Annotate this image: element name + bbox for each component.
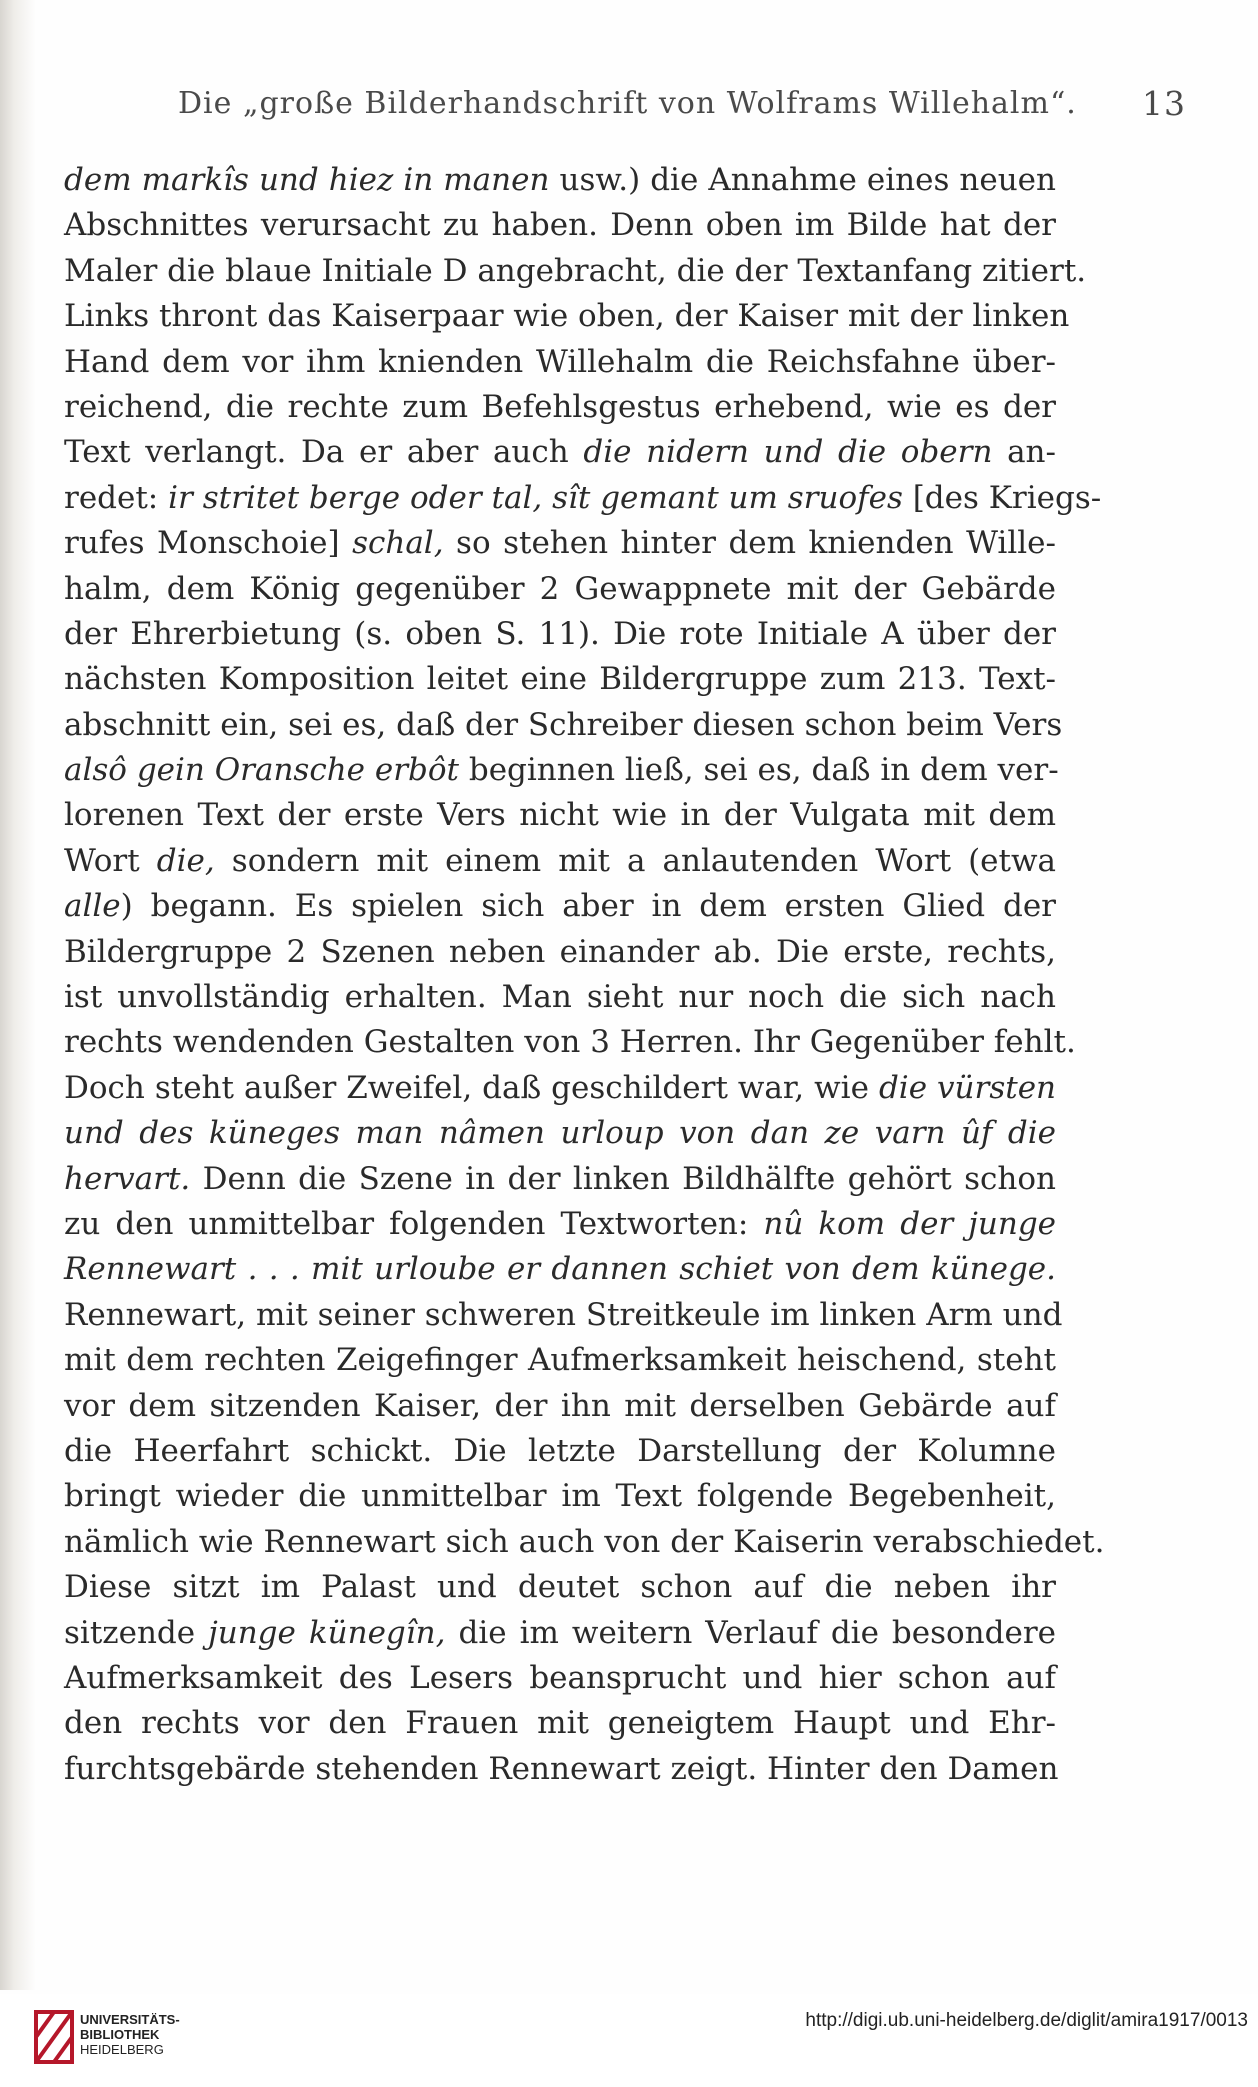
library-name-line-2: BIBLIOTHEK	[80, 2027, 160, 2042]
text-line	[64, 1338, 1056, 1383]
heidelberg-university-library-logo-icon[interactable]	[30, 2008, 78, 2066]
text-segment: der Ehrerbietung (s. oben S. 11). Die rote Initiale A über der	[64, 615, 1056, 652]
text-segment: die im weitern Verlauf die besondere	[445, 1614, 1057, 1651]
text-line	[64, 1429, 1056, 1474]
body-text	[64, 158, 1105, 1792]
text-segment: rufes Monschoie]	[64, 525, 353, 562]
italic-quotation: und des küneges man nâmen urloup von dan ze varn ûf die	[64, 1115, 1056, 1152]
text-segment: ist unvollständig erhalten. Man sieht nur noch die sich nach	[64, 979, 1056, 1016]
text-line	[64, 748, 1059, 793]
text-line	[64, 203, 1056, 248]
text-segment: beginnen ließ, sei es, daß in dem ver-	[459, 752, 1059, 789]
text-line	[64, 1157, 1056, 1202]
text-line	[64, 1747, 1059, 1792]
text-line	[64, 657, 1056, 702]
library-name-line-1: UNIVERSITÄTS-	[80, 2012, 180, 2027]
text-line	[64, 1111, 1056, 1156]
italic-quotation: die nidern und die obern	[583, 434, 993, 471]
text-segment: nächsten Komposition leitet eine Bildergruppe zum 213. Text-	[64, 661, 1056, 698]
text-line	[64, 1474, 1056, 1519]
text-segment: lorenen Text der erste Vers nicht wie in der Vulgata mit dem	[64, 797, 1056, 834]
italic-quotation: die,	[156, 842, 215, 879]
text-segment: ) begann. Es spielen sich aber in dem ersten Glied der	[120, 888, 1056, 925]
text-line	[64, 430, 1056, 475]
text-segment: Wort	[64, 842, 157, 879]
text-segment: Links thront das Kaiserpaar wie oben, der Kaiser mit der linken	[64, 298, 1070, 335]
text-segment: abschnitt ein, sei es, daß der Schreiber diesen schon beim Vers	[64, 706, 1063, 743]
page-gutter-shadow	[0, 0, 36, 1990]
library-name-line-3: HEIDELBERG	[80, 2042, 164, 2057]
text-line	[64, 1520, 1105, 1565]
text-segment: den rechts vor den Frauen mit geneigtem Haupt und Ehr-	[64, 1705, 1056, 1742]
page-number: 13	[1142, 84, 1186, 123]
digitization-footer	[0, 1994, 1258, 2087]
text-segment: sitzende	[64, 1614, 209, 1651]
text-segment: an-	[992, 434, 1056, 471]
text-line	[64, 612, 1056, 657]
text-segment: Hand dem vor ihm knienden Willehalm die Reichsfahne über-	[64, 343, 1056, 380]
text-line	[64, 1701, 1056, 1746]
italic-quotation: ir stritet berge oder tal, sît gemant um sruofes	[168, 479, 903, 516]
text-line	[64, 793, 1056, 838]
text-segment: die Heerfahrt schickt. Die letzte Darstellung der Kolumne	[64, 1432, 1056, 1469]
text-line	[64, 839, 1056, 884]
text-segment: Bildergruppe 2 Szenen neben einander ab. Die erste, rechts,	[64, 933, 1056, 970]
text-segment: [des Kriegs-	[902, 479, 1102, 516]
italic-quotation: alle	[64, 888, 121, 925]
text-line	[64, 884, 1056, 929]
italic-quotation: alsô gein Oransche erbôt	[64, 752, 459, 789]
text-segment: Doch steht außer Zweifel, daß geschildert war, wie	[64, 1069, 879, 1106]
text-line	[64, 1247, 1056, 1292]
text-line	[64, 975, 1056, 1020]
text-line	[64, 1066, 1056, 1111]
text-segment: redet:	[64, 479, 169, 516]
running-head-title: Die „große Bilderhandschrift von Wolframs Willehalm“.	[178, 86, 1077, 121]
text-segment: Maler die blaue Initiale D angebracht, die der Textanfang zitiert.	[64, 252, 1087, 289]
text-segment: halm, dem König gegenüber 2 Gewappnete mit der Gebärde	[64, 570, 1056, 607]
text-line	[64, 294, 1070, 339]
text-line	[64, 521, 1056, 566]
text-segment: Rennewart, mit seiner schweren Streitkeule im linken Arm und	[64, 1296, 1063, 1333]
text-segment: rechts wendenden Gestalten von 3 Herren. Ihr Gegenüber fehlt.	[64, 1024, 1076, 1061]
text-segment: vor dem sitzenden Kaiser, der ihn mit derselben Gebärde auf	[64, 1387, 1056, 1424]
italic-quotation: hervart.	[64, 1160, 191, 1197]
text-line	[64, 930, 1056, 975]
text-segment: Aufmerksamkeit des Lesers beansprucht und hier schon auf	[64, 1659, 1056, 1696]
text-segment: Diese sitzt im Palast und deutet schon auf die neben ihr	[64, 1569, 1056, 1606]
text-segment: nämlich wie Rennewart sich auch von der Kaiserin verabschiedet.	[64, 1523, 1105, 1560]
source-url-link[interactable]: http://digi.ub.uni-heidelberg.de/diglit/amira1917/0013	[805, 2010, 1248, 2031]
text-segment: mit dem rechten Zeigefinger Aufmerksamkeit heischend, steht	[64, 1342, 1056, 1379]
text-segment: Text verlangt. Da er aber auch	[64, 434, 584, 471]
library-name[interactable]	[80, 2012, 180, 2057]
text-line	[64, 1020, 1076, 1065]
text-line	[64, 385, 1056, 430]
text-segment: zu den unmittelbar folgenden Textworten:	[64, 1205, 764, 1242]
italic-quotation: junge künegîn,	[208, 1614, 446, 1651]
text-segment: bringt wieder die unmittelbar im Text folgende Begebenheit,	[64, 1478, 1056, 1515]
text-line	[64, 158, 1056, 203]
text-segment: Denn die Szene in der linken Bildhälfte gehört schon	[190, 1160, 1056, 1197]
text-line	[64, 1611, 1056, 1656]
italic-quotation: schal,	[352, 525, 444, 562]
text-line	[64, 1384, 1056, 1429]
italic-quotation: die vürsten	[878, 1069, 1057, 1106]
text-segment: usw.) die Annahme eines neuen	[549, 162, 1056, 198]
text-line	[64, 340, 1056, 385]
text-segment: furchtsgebärde stehenden Rennewart zeigt. Hinter den Damen	[64, 1750, 1059, 1787]
text-line	[64, 1565, 1056, 1610]
text-line	[64, 1202, 1056, 1247]
italic-quotation: nû kom der junge	[763, 1205, 1057, 1242]
text-line	[64, 703, 1063, 748]
text-segment: so stehen hinter dem knienden Wille-	[443, 525, 1056, 562]
text-line	[64, 476, 1102, 521]
text-line	[64, 1656, 1056, 1701]
italic-quotation: dem markîs und hiez in manen	[64, 162, 550, 198]
text-segment: Abschnittes verursacht zu haben. Denn oben im Bilde hat der	[64, 207, 1056, 244]
text-segment: sondern mit einem mit a anlautenden Wort (etwa	[214, 842, 1056, 879]
running-head	[178, 84, 1186, 126]
text-segment: reichend, die rechte zum Befehlsgestus erhebend, wie es der	[64, 388, 1056, 425]
text-line	[64, 1293, 1063, 1338]
text-line	[64, 567, 1056, 612]
italic-quotation: Rennewart . . . mit urloube er dannen schiet von dem künege.	[64, 1251, 1056, 1288]
text-line	[64, 249, 1087, 294]
